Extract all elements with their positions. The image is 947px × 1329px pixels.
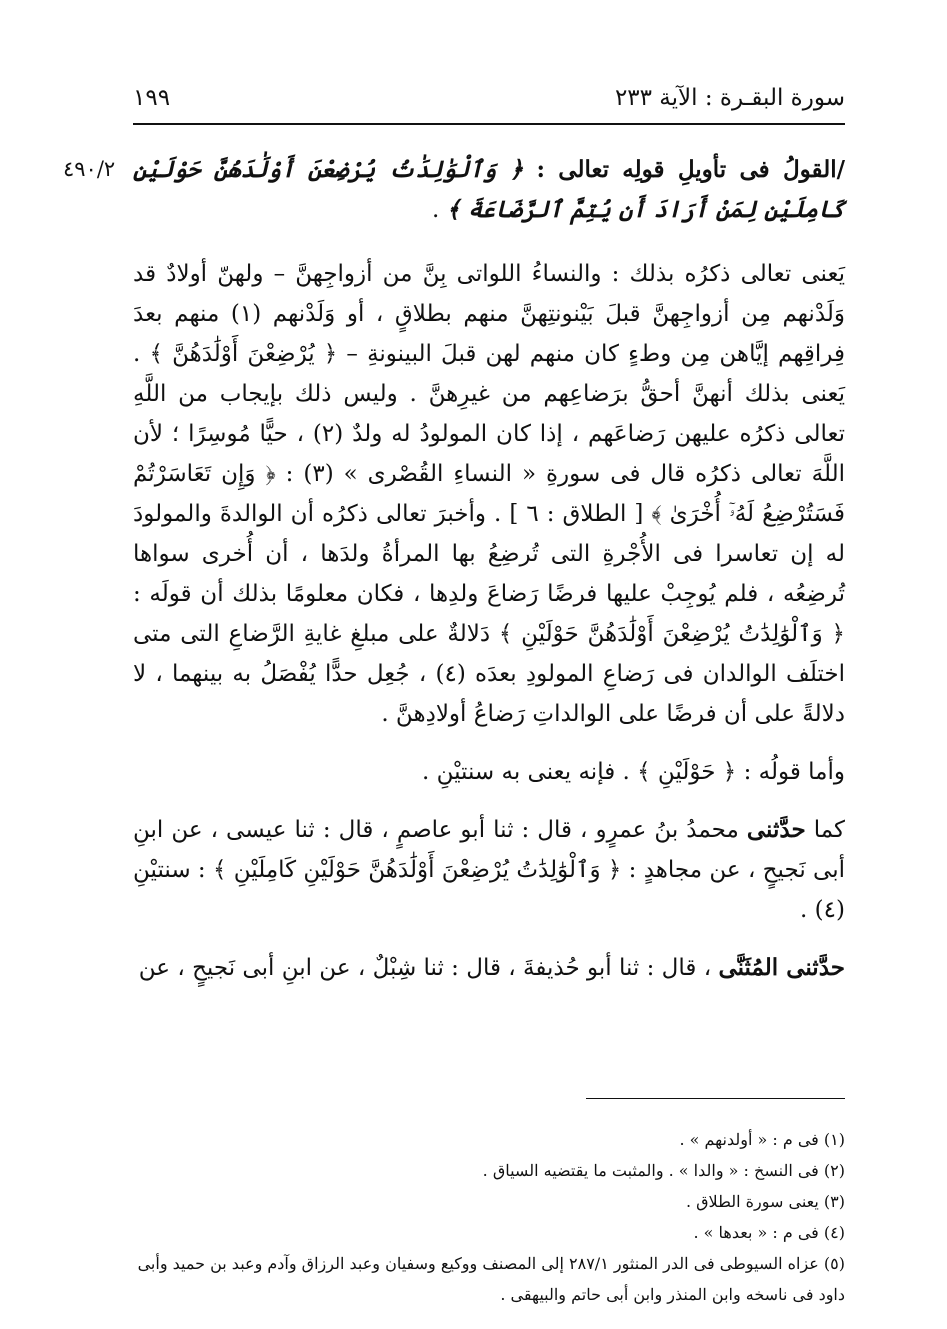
page-number: ١٩٩ — [133, 85, 171, 111]
page-header — [133, 78, 845, 118]
footnotes — [133, 1124, 845, 1310]
hadith-paragraph-1 — [133, 810, 845, 930]
main-text — [133, 150, 845, 988]
footnote-3: (٣) يعنى سورة الطلاق . — [685, 1192, 845, 1211]
hadith-text: محمدُ بنُ عمرٍو ، قال : ثنا أبو عاصمٍ ، قال : ثنا عيسى ، عن ابنِ أبى نَجيحٍ ، عن مجاهدٍ : ﴿ وَٱلْوَٰلِدَٰتُ يُرْضِعْنَ أَوْلَٰدَهُنَّ حَوْلَيْنِ كَامِلَيْنِ ﴾ : سنتيْنِ (٤) . — [133, 817, 845, 923]
verse-explanation-paragraph: وأما قولُه : ﴿ حَوْلَيْنِ ﴾ . فإنه يعنى به سنتيْنِ . — [421, 759, 845, 785]
heading-intro: /القولُ فى تأويلِ قولِه تعالى : — [523, 156, 845, 183]
verse-quote: ﴿ وَٱلْوَٰلِدَٰتُ يُرْضِعْنَ أَوْلَٰدَهُنَّ حَوْلَيْنِ كَامِلَيْنِ لِمَنْ أَرَادَ أَن يُتِمَّ ٱلرَّضَاعَةَ ﴾ — [133, 156, 845, 223]
hadith-text-2: ، قال : ثنا أبو حُذيفةَ ، قال : ثنا شِبْلٌ ، عن ابنِ أبى نَجيحٍ ، عن — [138, 955, 719, 981]
margin-reference: ٤٩٠/٢ — [63, 157, 116, 181]
footnote-1: (١) فى م : « أولدنهم » . — [679, 1130, 845, 1149]
commentary-paragraph: يَعنى تعالى ذكرُه بذلك : والنساءُ اللواتى بِنَّ من أزواجِهنَّ – ولهنّ أولادٌ قد وَلَدْنهم مِن أزواجِهنَّ قبلَ بَيْنونتِهنَّ منهم بطلاقٍ ، أو وَلَدْنهم (١) منهم بعدَ فِراقِهم إيَّاهن مِن وطءٍ كان منهم لهن قبلَ البينونةِ – ﴿ يُرْضِعْنَ أَوْلَٰدَهُنَّ ﴾ . يَعنى بذلك أنهنَّ أحقُّ برَضاعِهم من غيرِهنَّ . وليس ذلك بإيجاب من اللَّهِ تعالى ذكرُه عليهن رَضاعَهم ، إذا كان المولودُ له ولدٌ (٢) ، حيًّا مُوسِرًا ؛ لأن اللَّهَ تعالى ذكرُه قال فى سورةِ « النساءِ القُصْرى » (٣) : ﴿ وَإِن تَعَاسَرْتُمْ فَسَتُرْضِعُ لَهُۥٓ أُخْرَىٰ ﴾ [ الطلاق : ٦ ] . وأخبرَ تعالى ذكرُه أن الوالدةَ والمولودَ له إن تعاسرا فى الأُجْرةِ التى تُرضِعُ بها المرأةُ ولدَها ، أن أُخرى سواها تُرضِعُه ، فلم يُوجِبْ عليها فرضًا رَضاعَ ولدِها ، فكان معلومًا بذلك أن قولَه : ﴿ وَٱلْوَٰلِدَٰتُ يُرْضِعْنَ أَوْلَٰدَهُنَّ حَوْلَيْنِ ﴾ دَلالةٌ على مبلغِ غايةِ الرَّضاعِ التى متى اختلَف الوالدان فى رَضاعِ المولودِ بعدَه (٤) ، جُعِل حدًّا يُفْصَلُ به بينهما ، لا دلالةً على أن فرضًا على الوالداتِ رَضاعُ أولادِهنَّ . — [133, 261, 846, 727]
hadith-keyword-2: حدَّثنى المُثَنَّى — [718, 954, 845, 981]
footnote-2: (٢) فى النسخ : « والدا » . والمثبت ما يقتضيه السياق . — [482, 1161, 845, 1180]
hadith-keyword: حدَّثنى — [746, 816, 806, 843]
running-title: سورة البقـرة : الآية ٢٣٣ — [614, 85, 845, 111]
footnote-4: (٤) فى م : « بعدها » . — [693, 1223, 845, 1242]
hadith-lead: كما — [805, 817, 845, 843]
footnote-rule — [586, 1098, 845, 1099]
footnote-5: (٥) عزاه السيوطى فى الدر المنثور ٢٨٧/١ إلى المصنف ووكيع وسفيان وعبد الرزاق وآدم وعبد بن حميد وأبى داود فى ناسخه وابن المنذر وابن أبى حاتم والبيهقى . — [137, 1254, 845, 1304]
heading-end: . — [431, 197, 447, 223]
header-rule — [133, 123, 845, 125]
section-heading — [133, 150, 845, 230]
hadith-paragraph-2 — [133, 948, 845, 988]
